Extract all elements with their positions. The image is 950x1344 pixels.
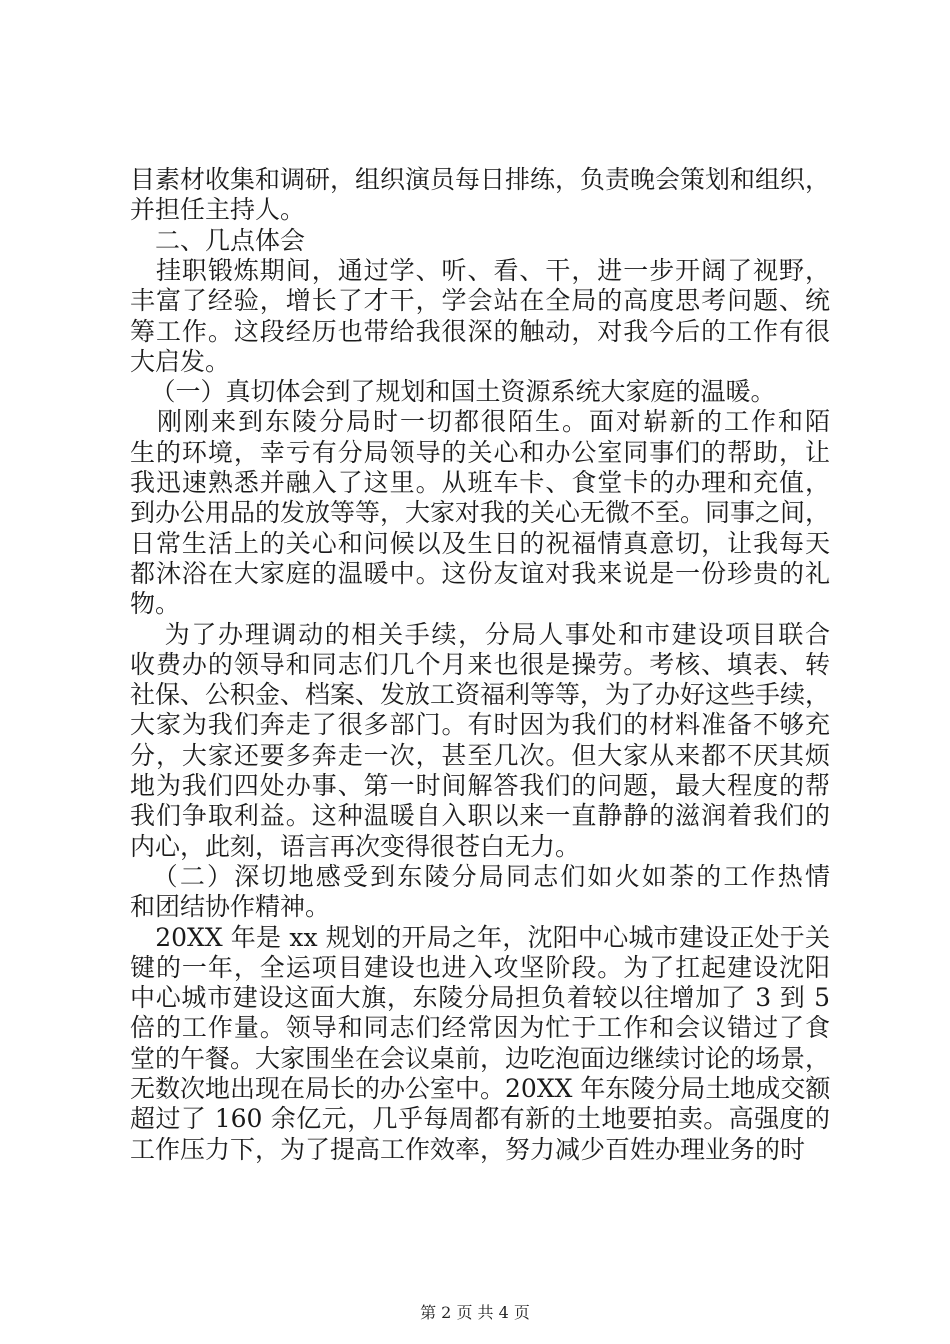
body-line: （一）真切体会到了规划和国土资源系统大家庭的温暖。 [138, 377, 776, 407]
body-line: 并担任主持人。 [130, 195, 306, 225]
body-line: 大家为我们奔走了很多部门。有时因为我们的材料准备不够充 [130, 710, 830, 740]
body-line: 和团结协作精神。 [130, 892, 331, 922]
body-line: 丰富了经验，增长了才干，学会站在全局的高度思考问题、统 [130, 286, 830, 316]
body-line: 超过了 160 余亿元，几乎每周都有新的土地要拍卖。高强度的 [130, 1104, 830, 1134]
body-line: 到办公用品的发放等等，大家对我的关心无微不至。同事之间， [130, 498, 831, 528]
body-line: 日常生活上的关心和问候以及生日的祝福情真意切，让我每天 [130, 528, 830, 558]
body-line: 目素材收集和调研，组织演员每日排练，负责晚会策划和组织， [130, 165, 831, 194]
body-line: 我们争取利益。这种温暖自入职以来一直静静的滋润着我们的 [130, 801, 830, 831]
body-line: 分，大家还要多奔走一次，甚至几次。但大家从来都不厌其烦 [130, 740, 830, 770]
body-line: 大启发。 [130, 346, 231, 376]
body-line: 挂职锻炼期间，通过学、听、看、干，进一步开阔了视野， [130, 255, 830, 285]
body-line: 刚刚来到东陵分局时一切都很陌生。面对崭新的工作和陌 [130, 407, 830, 437]
page-footer: 第 2 页 共 4 页 [420, 1303, 530, 1322]
body-line: 地为我们四处办事、第一时间解答我们的问题，最大程度的帮 [130, 771, 830, 800]
body-line: 工作压力下，为了提高工作效率，努力减少百姓办理业务的时 [130, 1134, 806, 1164]
body-line: 堂的午餐。大家围坐在会议桌前，边吃泡面边继续讨论的场景， [130, 1043, 831, 1073]
body-line: 内心，此刻，语言再次变得很苍白无力。 [130, 831, 581, 861]
body-line: 倍的工作量。领导和同志们经常因为忙于工作和会议错过了食 [130, 1013, 830, 1043]
body-line: 中心城市建设这面大旗，东陵分局担负着较以往增加了 3 到 5 [130, 983, 830, 1013]
body-line: 社保、公积金、档案、发放工资福利等等，为了办好这些手续， [130, 680, 831, 710]
body-line: 收费办的领导和同志们几个月来也很是操劳。考核、填表、转 [130, 649, 830, 679]
body-line: 为了办理调动的相关手续，分局人事处和市建设项目联合 [138, 619, 830, 649]
body-line: 生的环境，幸亏有分局领导的关心和办公室同事们的帮助，让 [130, 437, 830, 467]
body-line: （二）深切地感受到东陵分局同志们如火如荼的工作热情 [138, 861, 830, 891]
body-line: 键的一年，全运项目建设也进入攻坚阶段。为了扛起建设沈阳 [130, 952, 830, 982]
body-line: 都沐浴在大家庭的温暖中。这份友谊对我来说是一份珍贵的礼 [130, 558, 830, 588]
body-line: 二、几点体会 [130, 225, 306, 255]
body-line: 我迅速熟悉并融入了这里。从班车卡、食堂卡的办理和充值， [130, 468, 830, 497]
body-line: 20XX 年是 xx 规划的开局之年，沈阳中心城市建设正处于关 [130, 922, 830, 952]
body-line: 物。 [130, 589, 181, 619]
body-line: 无数次地出现在局长的办公室中。20XX 年东陵分局土地成交额 [130, 1074, 831, 1103]
body-line: 筹工作。这段经历也带给我很深的触动，对我今后的工作有很 [130, 316, 830, 346]
